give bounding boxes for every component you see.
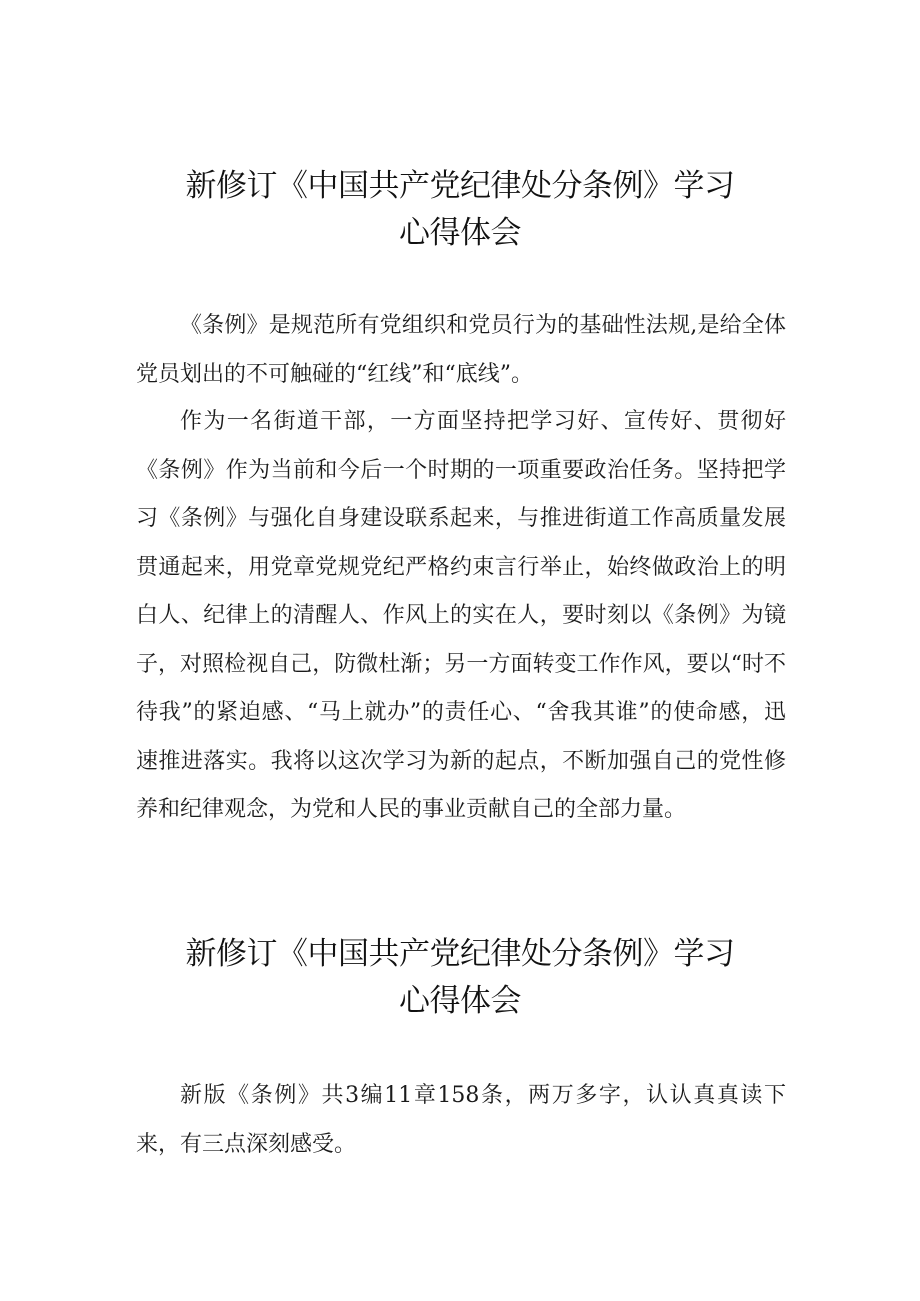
article-2-title: [0, 931, 920, 1025]
article-1-title-line-2: 心得体会: [399, 215, 521, 251]
article-1-title: [0, 163, 920, 257]
article-1-paragraph-2: 作为一名街道干部，一方面坚持把学习好、宣传好、贯彻好《条例》作为当前和今后一个时期的一项重要政治任务。坚持把学习《条例》与强化自身建设联系起来，与推进街道工作高质量发展贯通起来，用党章党规党纪严格约束言行举止，始终做政治上的明白人、纪律上的清醒人、作风上的实在人，要时刻以《条例》为镜子，对照检视自己，防微杜渐；另一方面转变工作作风，要以“时不待我”的紧迫感、“马上就办”的责任心、“舍我其谁”的使命感，迅速推进落实。我将以这次学习为新的起点，不断加强自己的党性修养和纪律观念，为党和人民的事业贡献自己的全部力量。: [136, 409, 786, 822]
article-1-paragraph-1: 《条例》是规范所有党组织和党员行为的基础性法规,是给全体党员划出的不可触碰的“红线”和“底线”。: [136, 313, 786, 387]
article-2-paragraph-1: 新版《条例》共3编11章158条，两万多字，认认真真读下来，有三点深刻感受。: [136, 1083, 786, 1157]
article-1-title-line-1: 新修订《中国共产党纪律处分条例》学习: [185, 168, 735, 204]
article-2-title-line-1: 新修订《中国共产党纪律处分条例》学习: [185, 936, 735, 972]
article-2-title-line-2: 心得体会: [399, 983, 521, 1019]
